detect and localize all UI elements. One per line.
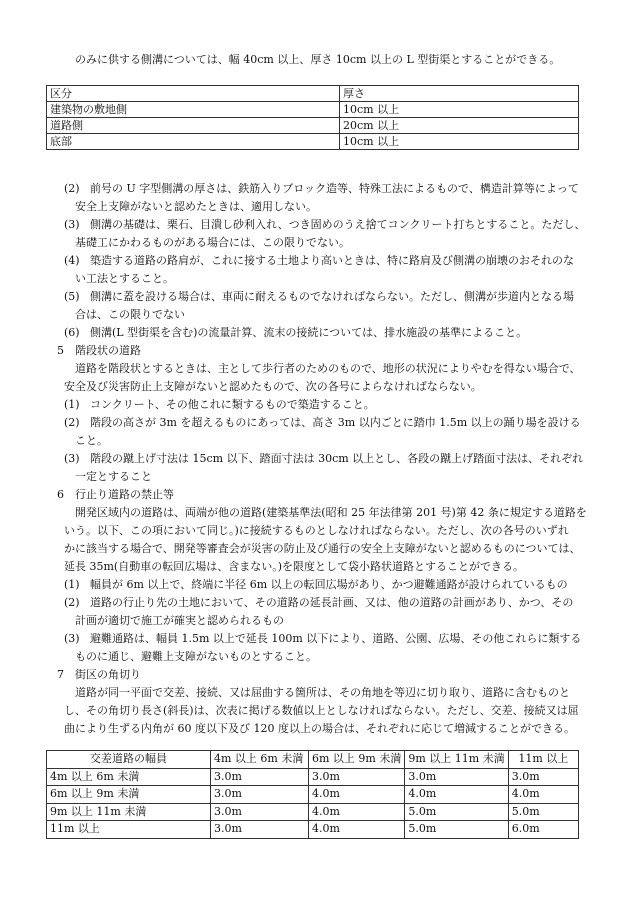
table-cell: 5.0m (405, 803, 508, 821)
table-cell: 3.0m (508, 768, 578, 786)
item-number: (3) (64, 632, 80, 645)
paragraph-line: 延長 35m(自動車の転回広場は、含まない。)を限度として袋小路状道路とすることができる。 (64, 560, 525, 573)
paragraph-line: 道路を階段状とするときは、主として歩行者のためのもので、地形の状況によりやむを得ない場合で、 (75, 362, 581, 375)
item-line: 一定とすること (75, 470, 152, 483)
item-number: (1) (64, 398, 80, 411)
table-cell: 3.0m (405, 768, 508, 786)
paragraph-line: いう。以下、この項において同じ。)に接続するものとしなければならない。ただし、次の各号のいずれ (64, 524, 569, 537)
table-header-cell: 6m 以上 9m 未満 (309, 751, 405, 769)
item-line: 側溝に蓋を設ける場合は、車両に耐えるものでなければならない。ただし、側溝が歩道内となる場 (90, 290, 574, 303)
item-line: 階段の蹴上げ寸法は 15cm 以下、踏面寸法は 30cm 以上とし、各段の蹴上げ踏面寸法は、それぞれ (90, 452, 584, 465)
item-number: (3) (64, 218, 80, 231)
item-line: 側溝の基礎は、栗石、目潰し砂利入れ、つき固めのうえ捨てコンクリート打ちとすること。ただし、 (90, 218, 586, 231)
item-line: 避難通路は、幅員 1.5m 以上で延長 100m 以下により、道路、公園、広場、その他これらに類する (90, 632, 582, 645)
item-number: (2) (64, 416, 80, 429)
item-line: コンクリート、その他これに類するもので築造すること。 (90, 398, 375, 411)
table-row (47, 821, 579, 839)
item-line: 築造する道路の路肩が、これに接する土地より高いときは、特に路肩及び側溝の崩壊のおそれのな (90, 254, 574, 267)
table-header-cell: 交差道路の幅員 (47, 751, 211, 769)
table-row (47, 786, 579, 804)
table-cell: 4.0m (309, 803, 405, 821)
table-header-cell: 4m 以上 6m 未満 (211, 751, 309, 769)
item-line: こと。 (75, 434, 108, 447)
table-cell: 10cm 以上 (340, 134, 579, 150)
table-cell: 3.0m (309, 768, 405, 786)
item-number: (3) (64, 452, 80, 465)
section-number: 6 (57, 488, 64, 501)
table-cell: 6.0m (508, 821, 578, 839)
item-line: 幅員が 6m 以上で、終端に半径 6m 以上の転回広場があり、かつ避難通路が設けられているもの (90, 578, 568, 591)
paragraph-line: 曲により生ずる内角が 60 度以下及び 120 度以上の場合は、それぞれに応じて増減することができる。 (64, 722, 575, 735)
item-number: (5) (64, 290, 80, 303)
table-header-cell: 11m 以上 (508, 751, 578, 769)
item-number: (6) (64, 326, 80, 339)
paragraph-line: 安全及び災害防止上支障がないと認めたもので、次の各号によらなければならない。 (64, 380, 482, 393)
intro-line: のみに供する側溝については、幅 40cm 以上、厚さ 10cm 以上の L 型街渠とすることができる。 (75, 53, 561, 66)
table-row (47, 803, 579, 821)
corner-cut-table (46, 750, 579, 839)
paragraph-line: 道路が同一平面で交差、接続、又は屈曲する箇所は、その角地を等辺に切り取り、道路に含むものと (75, 686, 570, 699)
item-line: ものに通じ、避難上支障がないものとすること。 (75, 650, 317, 663)
item-line: 安全上支障がないと認めたときは、適用しない。 (75, 200, 317, 213)
item-line: 基礎工にかわるものがある場合には、この限りでない。 (75, 236, 350, 249)
item-line: 前号の U 字型側溝の厚さは、鉄筋入りブロック造等、特殊工法によるもので、構造計算等によって (90, 182, 579, 195)
item-number: (2) (64, 182, 80, 195)
section-heading: 階段状の道路 (75, 344, 141, 357)
table-header-row (47, 86, 579, 102)
table-cell: 6m 以上 9m 未満 (47, 786, 211, 804)
table-cell: 10cm 以上 (340, 102, 579, 118)
table-row (47, 102, 579, 118)
item-line: 合は、この限りでない (75, 308, 185, 321)
table-cell: 4.0m (309, 786, 405, 804)
table-row (47, 134, 579, 150)
side-ditch-thickness-table (46, 85, 579, 150)
table-cell: 3.0m (211, 786, 309, 804)
item-line: 道路の行止り先の土地において、その道路の延長計画、又は、他の道路の計画があり、かつ、その (90, 596, 574, 609)
table-cell: 建築物の敷地側 (47, 102, 340, 118)
section-heading: 街区の角切り (75, 668, 141, 681)
table-cell: 底部 (47, 134, 340, 150)
table-row (47, 768, 579, 786)
item-line: 階段の高さが 3m を超えるものにあっては、高さ 3m 以内ごとに踏巾 1.5m 以上の踊り場を設ける (90, 416, 581, 429)
table-header-cell: 厚さ (340, 86, 579, 102)
table-cell: 3.0m (211, 821, 309, 839)
table-header-cell: 9m 以上 11m 未満 (405, 751, 508, 769)
table-header-row (47, 751, 579, 769)
table-cell: 4m 以上 6m 未満 (47, 768, 211, 786)
table-cell: 4.0m (405, 786, 508, 804)
item-line: 側溝(L 型街渠を含む)の流量計算、流末の接続については、排水施設の基準によること。 (90, 326, 528, 339)
table-cell: 11m 以上 (47, 821, 211, 839)
section-number: 5 (57, 344, 64, 357)
paragraph-line: し、その角切り長さ(斜長)は、次表に掲げる数値以上としなければならない。ただし、交差、接続又は屈 (64, 704, 579, 717)
section-number: 7 (57, 668, 64, 681)
table-cell: 20cm 以上 (340, 118, 579, 134)
paragraph-line: 開発区域内の道路は、両端が他の道路(建築基準法(昭和 25 年法律第 201 号)第 42 条に規定する道路を (75, 506, 587, 519)
table-cell: 道路側 (47, 118, 340, 134)
section-heading: 行止り道路の禁止等 (75, 488, 174, 501)
table-cell: 5.0m (405, 821, 508, 839)
item-number: (2) (64, 596, 80, 609)
table-cell: 9m 以上 11m 未満 (47, 803, 211, 821)
table-cell: 4.0m (508, 786, 578, 804)
table-cell: 3.0m (211, 768, 309, 786)
table-cell: 3.0m (211, 803, 309, 821)
table-row (47, 118, 579, 134)
item-line: 計画が適切で施工が確実と認められるもの (75, 614, 284, 627)
item-number: (4) (64, 254, 80, 267)
table-cell: 4.0m (309, 821, 405, 839)
item-number: (1) (64, 578, 80, 591)
table-cell: 5.0m (508, 803, 578, 821)
table-header-cell: 区分 (47, 86, 340, 102)
item-line: い工法とすること。 (75, 272, 174, 285)
paragraph-line: かに該当する場合で、開発等審査会が災害の防止及び通行の安全上支障がないと認めるものについては、 (64, 542, 581, 555)
